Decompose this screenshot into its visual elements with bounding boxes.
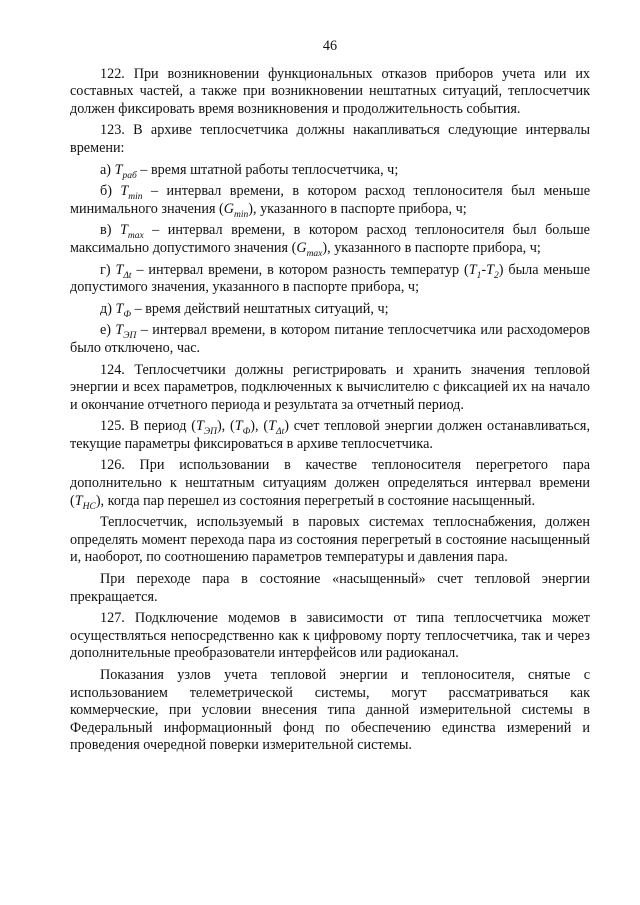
item-c: в) $T_{max}$ – интервал времени, в котором расход теплоносителя был больше максимально допустимого значения $(G_{max})$, указанного в паспорте прибора, ч;: [70, 222, 590, 259]
paragraph-125: 125. В период $(T_{ЭП})$, $(T_Ф)$, $(T_{\Delta t})$ счет тепловой энергии должен останавливаться, текущие параметры фиксироваться в архиве теплосчетчика.: [70, 418, 591, 452]
page-number: 46: [322, 38, 338, 54]
paragraph-126: 126. При использовании в качестве теплоносителя перегретого пара дополнительно к нештатным ситуациям должен определяться интервал времени $(T_{НС})$, когда пар перешел из состояния перегретый в состояние насыщенный.: [70, 457, 590, 512]
paragraph-126-steam: Теплосчетчик, используемый в паровых системах теплоснабжения, должен определять момент перехода пара из состояния перегретый в состояние насыщенный и, наоборот, по соотношению параметров температуры и давления пара.: [70, 514, 590, 566]
paragraph-123: 123. В архиве теплосчетчика должны накапливаться следующие интервалы времени:: [70, 122, 590, 156]
paragraph-122: 122. При возникновении функциональных отказов приборов учета или их составных частей, а также при возникновении нештатных ситуаций, теплосчетчик должен фиксировать время возникновения и продолжительность события.: [70, 65, 590, 117]
paragraph-127-telemetry: Показания узлов учета тепловой энергии и теплоносителя, снятые с использованием телеметрической системы, могут рассматриваться как коммерческие, при условии внесения типа данной измерительной системы в Федеральный информационный фонд по обеспечению единства измерений и проведения очередной поверки измерительной системы.: [70, 667, 590, 754]
item-e: д) $T_Ф$ – время действий нештатных ситуаций, ч;: [100, 300, 389, 320]
paragraph-124: 124. Теплосчетчики должны регистрировать и хранить значения тепловой энергии и всех параметров, подключенных к вычислителю с фиксацией их на начало и окончание отчетного периода и результата за отчетный период.: [70, 361, 590, 413]
paragraph-127: 127. Подключение модемов в зависимости от типа теплосчетчика может осуществляться непосредственно как к цифровому порту теплосчетчика, так и через дополнительные преобразователи интерфейсов или радиоканал.: [70, 610, 590, 662]
item-b: б) $T_{min}$ – интервал времени, в котором расход теплоносителя был меньше минимального значения $(G_{min})$, указанного в паспорте прибора, ч;: [70, 183, 590, 220]
item-a: а) $T_{раб}$ – время штатной работы теплосчетчика, ч;: [100, 161, 399, 181]
item-f: е) $T_{ЭП}$ – интервал времени, в котором питание теплосчетчика или расходомеров было отключено, час.: [70, 322, 590, 356]
paragraph-126-saturated: При переходе пара в состояние «насыщенный» счет тепловой энергии прекращается.: [70, 571, 590, 605]
item-d: г) $T_{\Delta t}$ – интервал времени, в котором разность температур $(T_1-T_2)$ была меньше допустимого значения, указанного в паспорте прибора, ч;: [70, 261, 590, 296]
document-page: [70, 38, 590, 759]
